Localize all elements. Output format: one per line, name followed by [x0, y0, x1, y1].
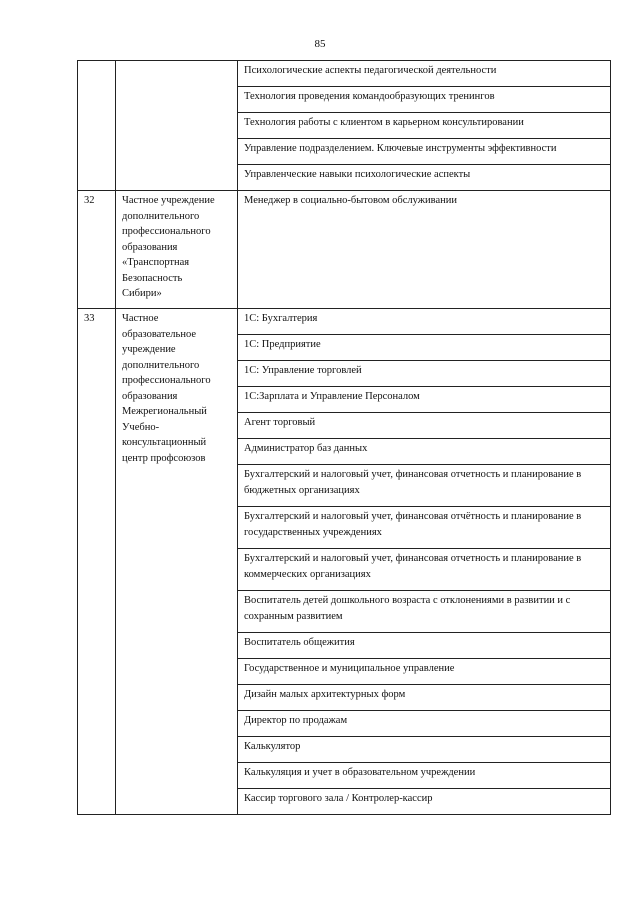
program-name: 1С:Зарплата и Управление Персоналом	[244, 391, 420, 402]
program-cell	[238, 335, 611, 361]
row-number-cell	[78, 191, 116, 309]
program-cell	[238, 191, 611, 309]
program-name: Управление подразделением. Ключевые инструменты эффективности	[244, 143, 557, 154]
row-number-cell	[78, 61, 116, 191]
programs-table-body	[78, 61, 611, 815]
program-name: Психологические аспекты педагогической деятельности	[244, 65, 497, 76]
program-name: Бухгалтерский и налоговый учет, финансовая отчетность и планирование в коммерческих организациях	[244, 553, 582, 580]
program-name: Директор по продажам	[244, 715, 348, 726]
program-cell	[238, 113, 611, 139]
program-name: Бухгалтерский и налоговый учет, финансовая отчётность и планирование в государственных учреждениях	[244, 511, 582, 538]
program-cell	[238, 763, 611, 789]
program-cell	[238, 711, 611, 737]
program-cell	[238, 789, 611, 815]
program-cell	[238, 413, 611, 439]
program-cell	[238, 165, 611, 191]
program-name: Менеджер в социально-бытовом обслуживании	[244, 195, 457, 206]
row-number: 32	[84, 195, 95, 206]
program-cell	[238, 633, 611, 659]
program-cell	[238, 139, 611, 165]
program-cell	[238, 439, 611, 465]
program-cell	[238, 659, 611, 685]
program-name: Калькуляция и учет в образовательном учреждении	[244, 767, 476, 778]
program-cell	[238, 549, 611, 591]
program-name: Бухгалтерский и налоговый учет, финансовая отчетность и планирование в бюджетных организациях	[244, 469, 582, 496]
program-name: Управленческие навыки психологические аспекты	[244, 169, 471, 180]
program-name: Калькулятор	[244, 741, 301, 752]
program-cell	[238, 507, 611, 549]
organization-name: Частное образовательное учреждение дополнительного профессионального образования Межрегиональный Учебно- консультационный центр профсоюзов	[122, 313, 211, 464]
program-name: Государственное и муниципальное управление	[244, 663, 455, 674]
program-name: 1С: Бухгалтерия	[244, 313, 318, 324]
organization-cell	[116, 309, 238, 815]
page-number: 85	[314, 38, 326, 50]
program-name: Кассир торгового зала / Контролер-кассир	[244, 793, 433, 804]
programs-table	[77, 60, 611, 815]
program-cell	[238, 309, 611, 335]
program-cell	[238, 361, 611, 387]
program-name: 1С: Управление торговлей	[244, 365, 362, 376]
program-cell	[238, 591, 611, 633]
table-row	[78, 61, 611, 87]
program-cell	[238, 61, 611, 87]
program-cell	[238, 685, 611, 711]
program-cell	[238, 387, 611, 413]
program-cell	[238, 465, 611, 507]
organization-name: Частное учреждение дополнительного профессионального образования «Транспортная Безопасность Сибири»	[122, 195, 215, 299]
program-name: Воспитатель общежития	[244, 637, 355, 648]
program-name: Технология работы с клиентом в карьерном консультировании	[244, 117, 524, 128]
row-number-cell	[78, 309, 116, 815]
organization-cell	[116, 61, 238, 191]
program-name: Администратор баз данных	[244, 443, 368, 454]
program-name: 1С: Предприятие	[244, 339, 321, 350]
program-cell	[238, 87, 611, 113]
program-name: Воспитатель детей дошкольного возраста с отклонениями в развитии и с сохранным развитием	[244, 595, 571, 622]
program-name: Агент торговый	[244, 417, 316, 428]
organization-cell	[116, 191, 238, 309]
program-name: Дизайн малых архитектурных форм	[244, 689, 406, 700]
program-cell	[238, 737, 611, 763]
row-number: 33	[84, 313, 95, 324]
table-row	[78, 309, 611, 335]
table-row	[78, 191, 611, 309]
program-name: Технология проведения командообразующих тренингов	[244, 91, 495, 102]
